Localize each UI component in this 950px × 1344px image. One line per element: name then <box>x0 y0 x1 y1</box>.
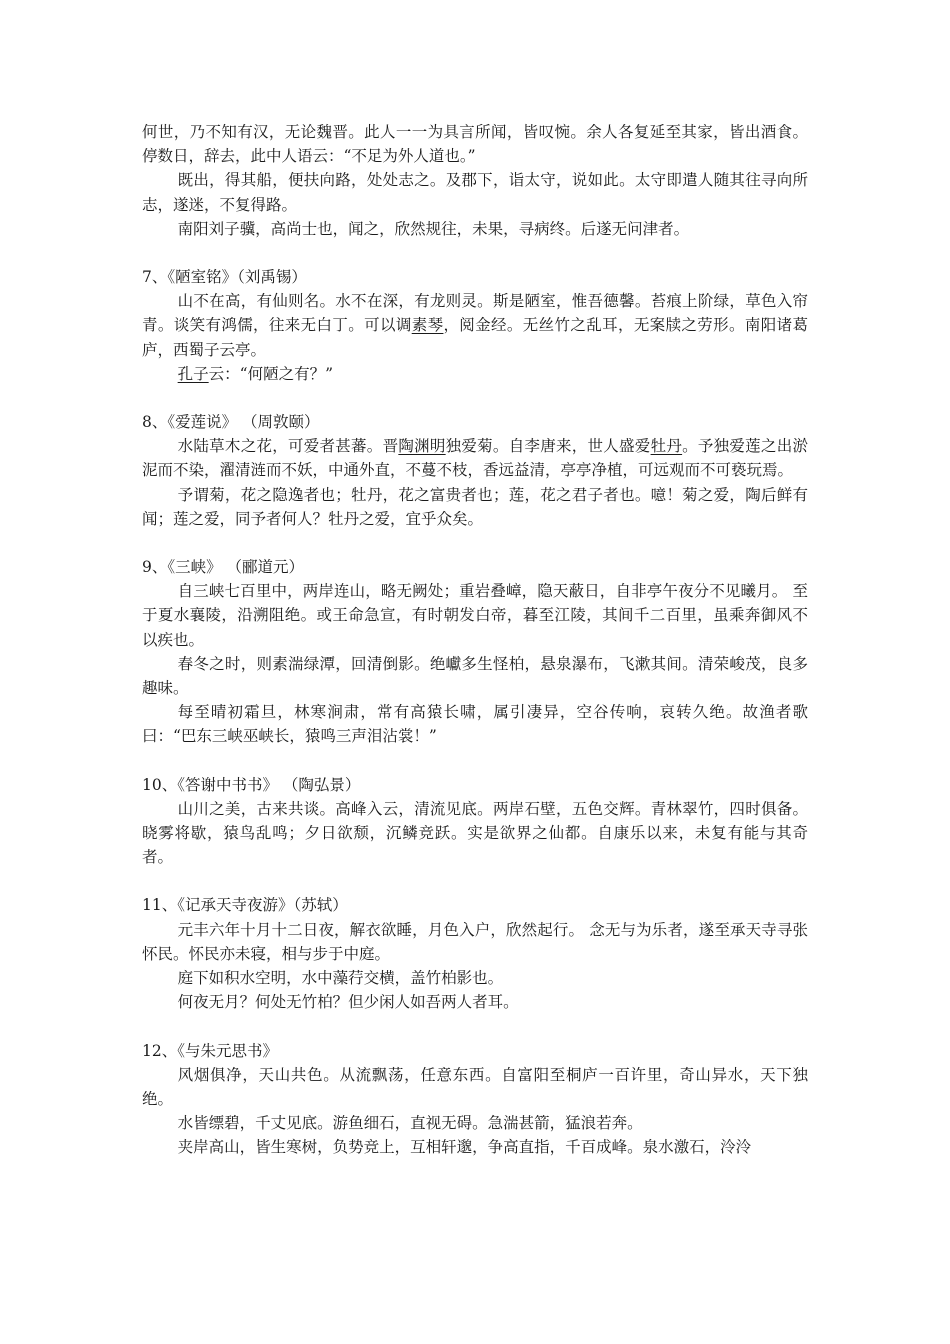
section-heading: 7、《陋室铭》（刘禹锡） <box>142 268 307 287</box>
section-heading: 12、《与朱元思书》 <box>142 1041 278 1060</box>
text-section-jichengtiansi <box>142 893 808 1014</box>
section-heading: 11、《记承天寺夜游》（苏轼） <box>142 896 348 915</box>
text-section-yuzhuyuansishu <box>142 1039 808 1160</box>
text-run: 云：“何陋之有？” <box>208 364 334 383</box>
text-section-ailianshuo <box>142 410 808 531</box>
paragraph: 山川之美，古来共谈。高峰入云，清流见底。两岸石壁，五色交辉。青林翠竹，四时俱备。晓雾将歇，猿鸟乱鸣；夕日欲颓，沉鳞竞跃。实是欲界之仙都。自康乐以来，未复有能与其奇者。 <box>142 799 808 867</box>
paragraph: 夹岸高山，皆生寒树，负势竞上，互相轩邈，争高直指，千百成峰。泉水激石，泠泠 <box>177 1138 752 1157</box>
paragraph: 予谓菊，花之隐逸者也；牡丹，花之富贵者也；莲，花之君子者也。噫！菊之爱，陶后鲜有闻；莲之爱，同予者何人？牡丹之爱，宜乎众矣。 <box>142 485 808 528</box>
underlined-term: 素琴 <box>411 316 444 335</box>
paragraph: 何世，乃不知有汉，无论魏晋。此人一一为具言所闻，皆叹惋。余人各复延至其家，皆出酒食。停数日，辞去，此中人语云：“不足为外人道也。” <box>142 123 808 166</box>
underlined-term: 牡丹 <box>650 437 683 456</box>
text-run: 。予独爱莲之出淤泥而不染，濯清涟而不妖，中通外直，不蔓不枝，香远益清，亭亭净植，可远观而不可亵玩焉。 <box>142 437 808 480</box>
text-section-daxiezhongshushu <box>142 773 808 870</box>
section-heading: 9、《三峡》 （郦道元） <box>142 558 305 577</box>
underlined-term: 孔子 <box>177 364 209 383</box>
text-section-taohuayuanji <box>142 120 808 241</box>
underlined-term: 陶渊明 <box>398 437 446 456</box>
paragraph: 每至晴初霜旦，林寒涧肃，常有高猿长啸，属引凄异，空谷传响，哀转久绝。故渔者歌曰：“巴东三峡巫峡长，猿鸣三声泪沾裳！” <box>142 703 808 746</box>
text-run: 独爱菊。自李唐来，世人盛爱 <box>445 437 651 456</box>
paragraph: 既出，得其船，便扶向路，处处志之。及郡下，诣太守，说如此。太守即遣人随其往寻向所志，遂迷，不复得路。 <box>142 171 808 214</box>
paragraph: 风烟俱净，天山共色。从流飘荡，任意东西。自富阳至桐庐一百许里，奇山异水，天下独绝。 <box>142 1065 808 1108</box>
paragraph <box>142 289 808 362</box>
paragraph <box>142 362 808 386</box>
text-section-sanxia <box>142 555 808 749</box>
text-run: ，阅金经。无丝竹之乱耳，无案牍之劳形。南阳诸葛庐，西蜀子云亭。 <box>142 316 808 359</box>
paragraph <box>142 434 808 482</box>
paragraph: 水皆缥碧，千丈见底。游鱼细石，直视无碍。急湍甚箭，猛浪若奔。 <box>177 1114 643 1133</box>
text-section-loushiming <box>142 265 808 386</box>
text-run: 山不在高，有仙则名。水不在深，有龙则灵。斯是陋室，惟吾德馨。苔痕上阶绿，草色入帘青。谈笑有鸿儒，往来无白丁。可以调 <box>142 292 808 335</box>
paragraph: 春冬之时，则素湍绿潭，回清倒影。绝巘多生怪柏，悬泉瀑布，飞漱其间。清荣峻茂，良多趣味。 <box>142 654 808 698</box>
paragraph: 自三峡七百里中，两岸连山，略无阙处；重岩叠嶂，隐天蔽日，自非亭午夜分不见曦月。 至于夏水襄陵，沿溯阻绝。或王命急宣，有时朝发白帝，暮至江陵，其间千二百里，虽乘奔御风不以疾也。 <box>142 582 808 649</box>
document-page <box>142 120 808 1160</box>
text-run: 水陆草木之花，可爱者甚蕃。晋 <box>177 437 399 456</box>
paragraph: 何夜无月？何处无竹柏？但少闲人如吾两人者耳。 <box>177 993 519 1012</box>
paragraph: 庭下如积水空明，水中藻荇交横，盖竹柏影也。 <box>177 969 504 988</box>
paragraph: 南阳刘子骥，高尚士也，闻之，欣然规往，未果，寻病终。后遂无问津者。 <box>177 219 690 238</box>
section-heading: 10、《答谢中书书》 （陶弘景） <box>142 775 361 794</box>
section-heading: 8、《爱莲说》 （周敦颐） <box>142 413 320 432</box>
paragraph: 元丰六年十月十二日夜，解衣欲睡，月色入户，欣然起行。 念无与为乐者，遂至承天寺寻张怀民。怀民亦未寝，相与步于中庭。 <box>142 920 808 963</box>
